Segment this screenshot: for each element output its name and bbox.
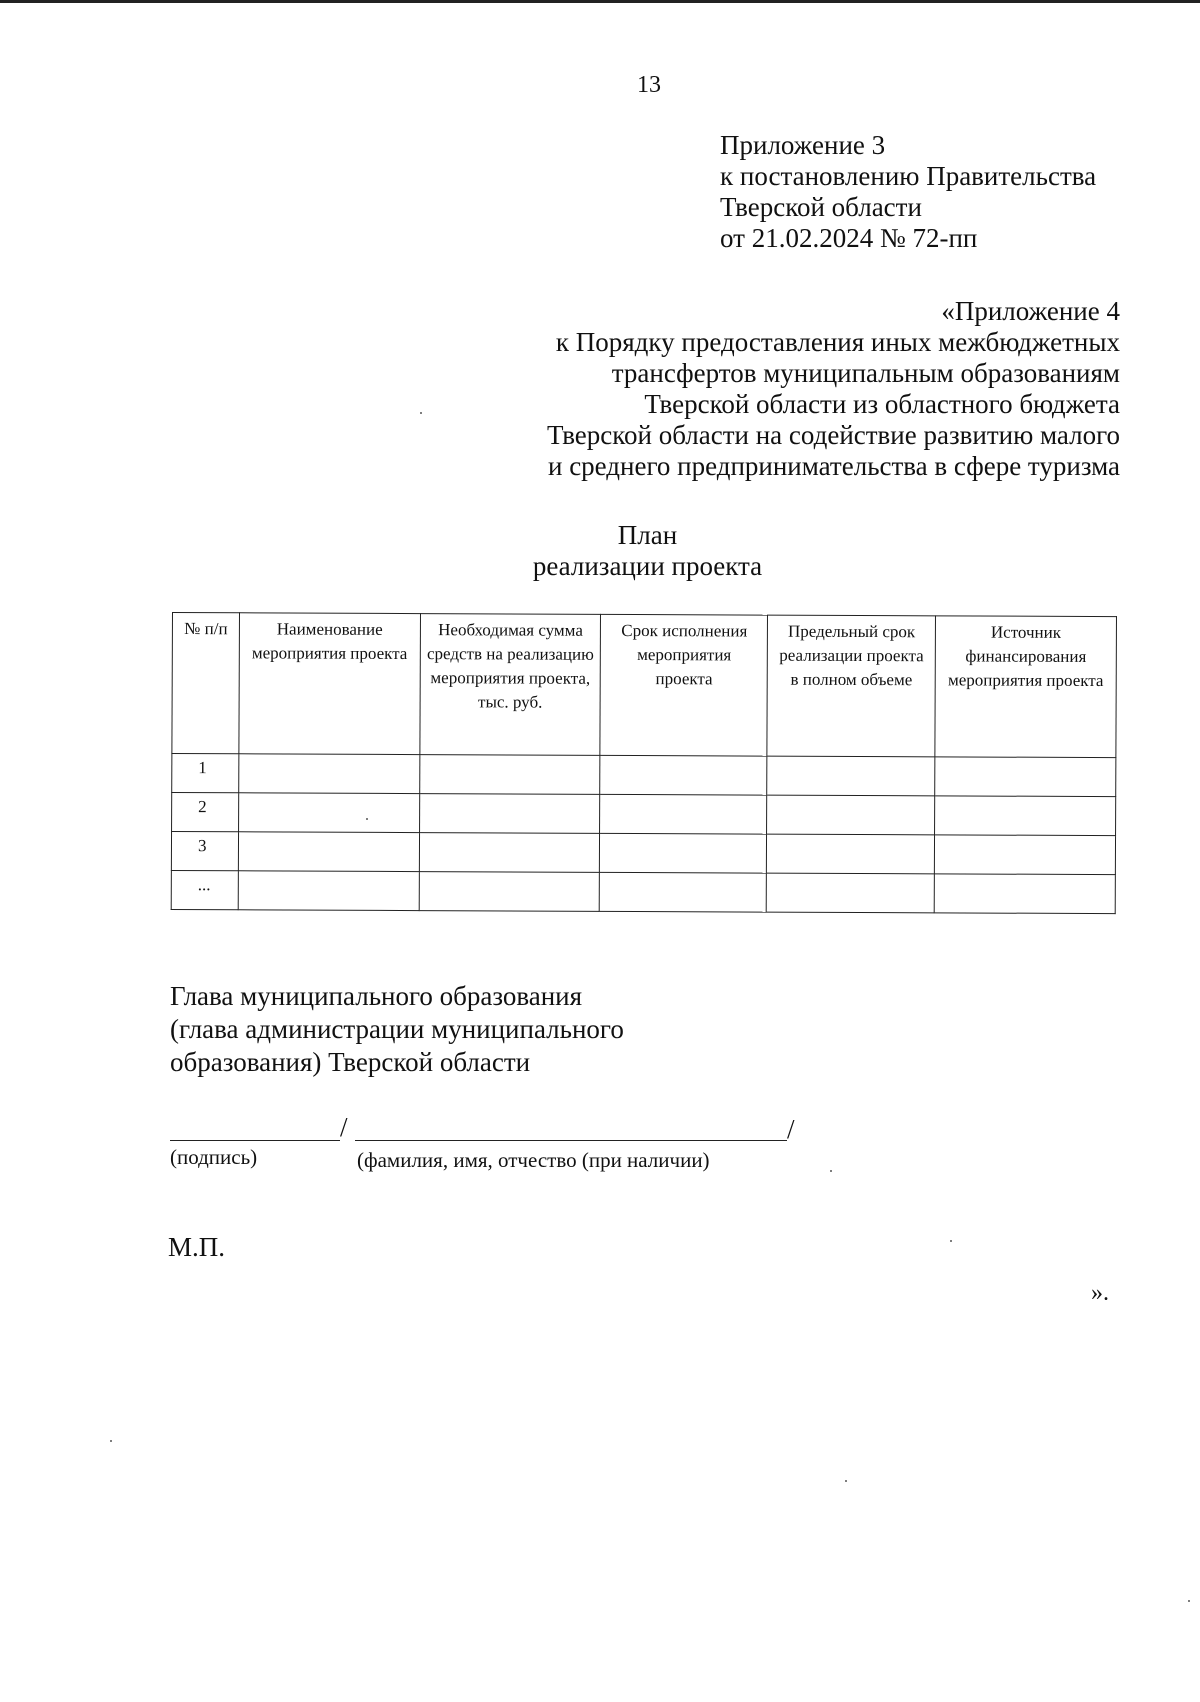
quote-line: «Приложение 4 (941, 296, 1120, 326)
scan-speck (420, 412, 422, 414)
table-cell (767, 756, 935, 796)
header-cell-deadline: Срок исполнения мероприятия проекта (600, 614, 767, 756)
table-cell (934, 835, 1115, 875)
quote-line: Тверской области на содействие развитию малого (547, 420, 1120, 450)
plan-title-main: План (617, 520, 678, 550)
row-number: 3 (171, 832, 238, 871)
table-cell (238, 871, 419, 911)
table-cell (238, 793, 419, 833)
scan-speck (366, 818, 368, 820)
appendix-line: от 21.02.2024 № 72-пп (720, 223, 978, 253)
scan-speck (1188, 1600, 1190, 1602)
header-cell-amount: Необходимая сумма средств на реализацию мероприятия проекта, тыс. руб. (420, 614, 601, 756)
table-cell (600, 794, 767, 834)
table-cell (600, 833, 767, 873)
table-cell (767, 834, 935, 874)
signature-caption: (подпись) (170, 1145, 258, 1169)
row-number: 1 (172, 754, 239, 793)
scan-speck (950, 1240, 952, 1242)
page-number: 13 (637, 72, 661, 98)
table-cell (419, 872, 600, 912)
table-cell (419, 833, 600, 873)
quote-line: и среднего предпринимательства в сфере туризма (548, 451, 1120, 481)
table-cell (600, 872, 767, 912)
table-row (171, 832, 1115, 875)
quote-line: трансфертов муниципальным образованиям (611, 358, 1120, 388)
header-cell-number: № п/п (172, 613, 240, 754)
appendix-line: Тверской области (720, 192, 922, 222)
full-name-line (355, 1140, 787, 1141)
plan-title (0, 520, 1200, 582)
full-name-caption: (фамилия, имя, отчество (при наличии) (357, 1148, 710, 1172)
row-number: ... (171, 870, 238, 909)
closing-quote: ». (1091, 1280, 1109, 1306)
table-row (171, 870, 1115, 913)
quoted-appendix-header (547, 296, 1120, 482)
signatory-title (170, 980, 624, 1079)
appendix-header (720, 130, 1096, 254)
table-cell (935, 796, 1116, 836)
header-cell-name: Наименование мероприятия проекта (239, 613, 420, 755)
table-cell (238, 832, 419, 872)
table-row (172, 754, 1116, 797)
quote-line: к Порядку предоставления иных межбюджетных (555, 327, 1120, 357)
separator-slash: / (787, 1114, 795, 1144)
table-row (172, 793, 1116, 836)
signatory-title-line: образования) Тверской области (170, 1047, 531, 1077)
table-cell (934, 874, 1115, 914)
header-cell-source: Источник финансирования мероприятия проекта (935, 616, 1117, 758)
header-cell-final-deadline: Предельный срок реализации проекта в полном объеме (767, 615, 935, 757)
table-cell (239, 754, 420, 794)
signatory-title-line: (глава администрации муниципального (170, 1014, 624, 1044)
plan-title-sub: реализации проекта (532, 551, 763, 581)
scan-speck (110, 1440, 112, 1442)
stamp-place-label: М.П. (168, 1232, 226, 1262)
table-cell (935, 757, 1116, 797)
row-number: 2 (172, 793, 239, 832)
table-cell (767, 795, 935, 835)
scan-top-edge (0, 0, 1200, 3)
separator-slash: / (340, 1112, 348, 1142)
signatory-title-line: Глава муниципального образования (170, 981, 583, 1011)
table-cell (766, 873, 934, 913)
quote-line: Тверской области из областного бюджета (644, 389, 1120, 419)
table-header-row (172, 613, 1117, 758)
signature-line (170, 1140, 340, 1141)
appendix-line: к постановлению Правительства (720, 161, 1097, 191)
project-plan-table (171, 612, 1117, 914)
table-cell (419, 794, 600, 834)
appendix-line: Приложение 3 (720, 130, 886, 160)
scan-speck (830, 1170, 832, 1172)
table-cell (600, 755, 767, 795)
table-cell (419, 755, 600, 795)
scan-speck (845, 1480, 847, 1482)
